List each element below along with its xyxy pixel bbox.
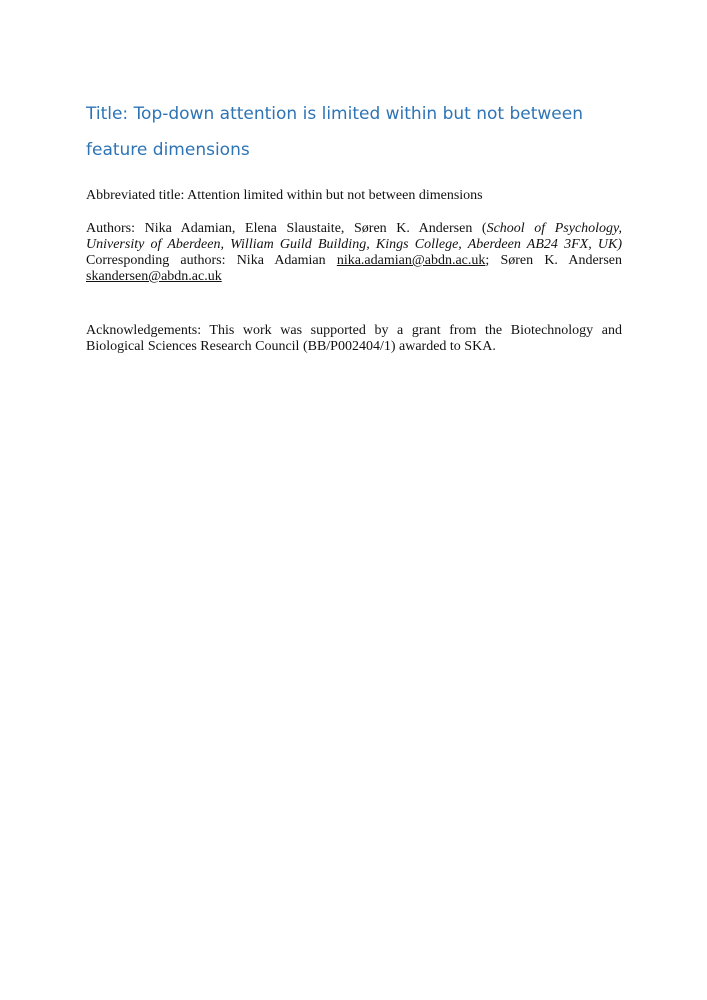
email-link-soren-andersen[interactable]: skandersen@abdn.ac.uk (86, 269, 222, 284)
authors-block (86, 221, 622, 285)
email-link-nika-adamian[interactable]: nika.adamian@abdn.ac.uk (336, 253, 486, 268)
corresponding-authors-separator: ; Søren K. Andersen (485, 253, 622, 268)
title-page-content (86, 96, 622, 355)
corresponding-authors-label: Corresponding authors: Nika Adamian (86, 253, 337, 268)
authors-prefix: Authors: Nika Adamian, Elena Slaustaite, Søren K. Andersen ( (86, 221, 487, 236)
paper-title: Title: Top-down attention is limited within but not between feature dimensions (86, 104, 584, 160)
abbreviated-title: Abbreviated title: Attention limited within but not between dimensions (86, 188, 483, 203)
acknowledgements: Acknowledgements: This work was supported by a grant from the Biotechnology and Biological Sciences Research Council (BB/P002404/1) awarded to SKA. (86, 323, 622, 354)
authors-affiliation: School of Psychology, University of Aberdeen, William Guild Building, Kings College, Aberdeen AB24 3FX, UK) (86, 221, 622, 252)
